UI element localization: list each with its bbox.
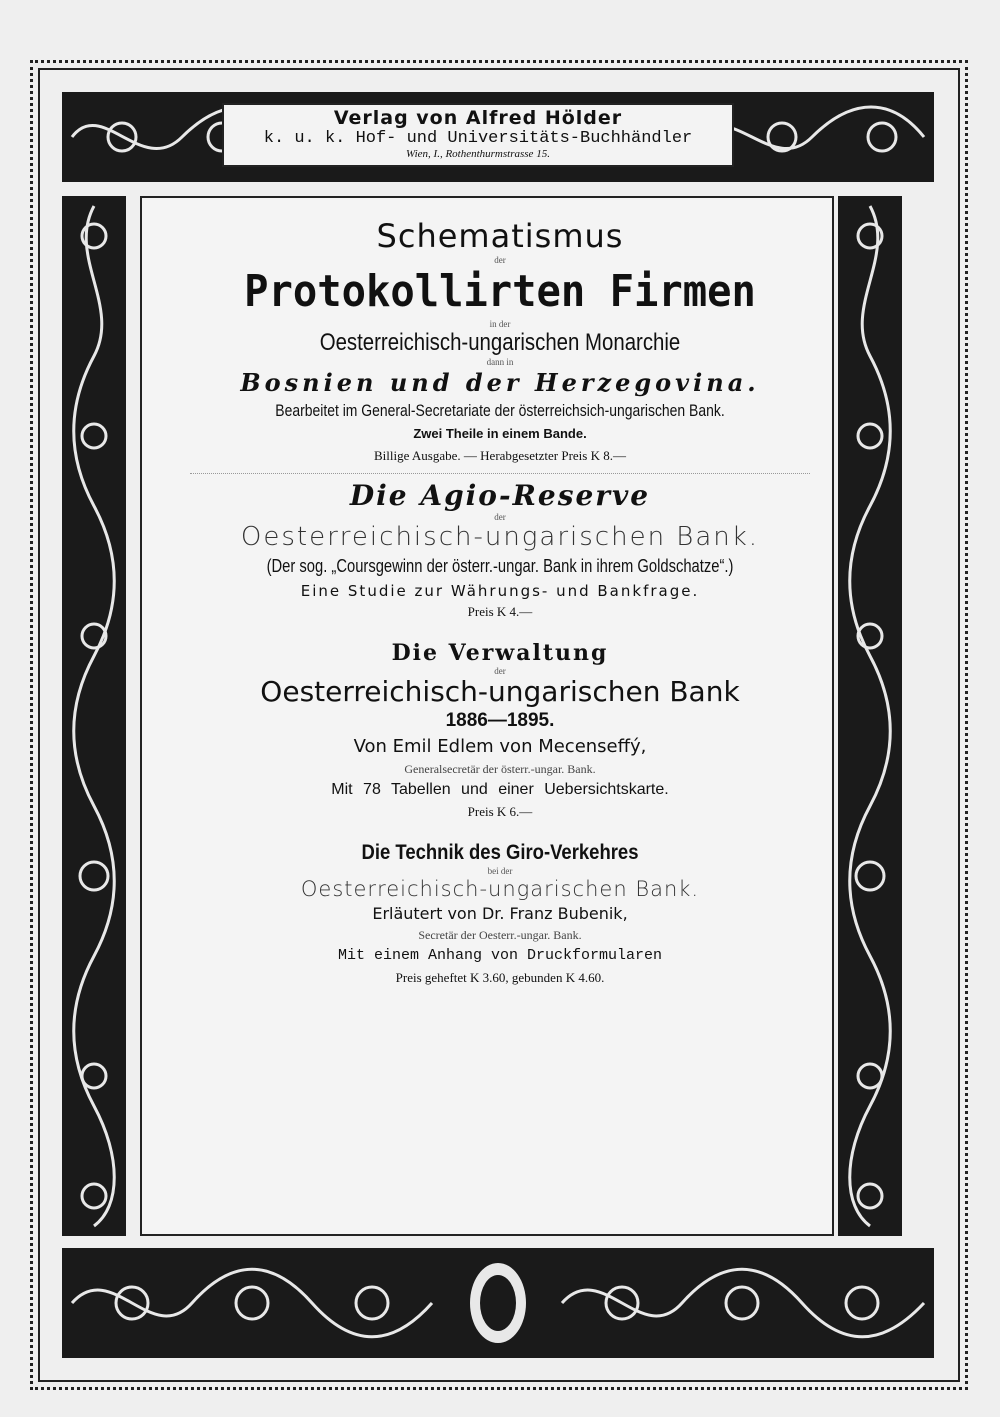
left-ornament-column [62, 196, 126, 1236]
book1-line1: Oesterreichisch-ungarischen Monarchie [319, 329, 681, 356]
publisher-name: Verlag von Alfred Hölder [333, 107, 623, 129]
book1-parts: Zwei Theile in einem Bande. [413, 426, 587, 441]
book2-bank: Oesterreichisch-ungarischen Bank. [240, 522, 760, 552]
book2-price: Preis K 4.— [467, 604, 533, 619]
book1-title2: Protokollirten Firmen [244, 266, 756, 317]
book1-price: Billige Ausgabe. — Herabgesetzter Preis K 8.— [374, 448, 626, 463]
publisher-title: k. u. k. Hof- und Universitäts-Buchhändler [263, 129, 693, 148]
book3-listing [140, 640, 860, 822]
book4-bank: Oesterreichisch-ungarischen Bank. [300, 877, 700, 901]
book2-listing [140, 480, 860, 622]
book2-title: Die Agio-Reserve [349, 479, 651, 512]
book1-in-der: in der [489, 319, 511, 329]
separator [190, 473, 810, 474]
book4-role: Secretär der Oesterr.-ungar. Bank. [418, 928, 582, 942]
book1-listing [140, 217, 860, 467]
book1-dann-in: dann in [486, 357, 514, 367]
book3-title: Die Verwaltung [391, 640, 609, 666]
book2-der: der [494, 512, 506, 522]
book3-tables: Mit 78 Tabellen und einer Uebersichtskarte. [331, 781, 669, 798]
publisher-address: Wien, I., Rothenthurmstrasse 15. [406, 148, 550, 160]
book3-years: 1886—1895. [445, 710, 555, 731]
book3-role: Generalsecretär der österr.-ungar. Bank. [404, 762, 596, 776]
publisher-header [222, 103, 734, 167]
book1-title1: Schematismus [376, 217, 624, 255]
book4-appendix: Mit einem Anhang von Druckformularen [337, 947, 663, 964]
book4-title: Die Technik des Giro-Verkehres [361, 841, 639, 864]
book3-bank: Oesterreichisch-ungarischen Bank [260, 675, 740, 708]
book2-subtitle: (Der sog. „Coursgewinn der österr.-ungar. Bank in ihrem Goldschatze“.) [266, 556, 734, 576]
book4-listing [140, 840, 860, 988]
book1-edited: Bearbeitet im General-Secretariate der österreichsich-ungarischen Bank. [275, 401, 725, 420]
book4-bei-der: bei der [487, 866, 513, 876]
book3-author: Von Emil Edlem von Mecenseffý, [353, 736, 647, 757]
book4-price: Preis geheftet K 3.60, gebunden K 4.60. [395, 970, 605, 985]
book4-author: Erläutert von Dr. Franz Bubenik, [372, 904, 628, 923]
book1-line2: Bosnien und der Herzegovina. [240, 368, 760, 397]
book2-study: Eine Studie zur Währungs- und Bankfrage. [300, 582, 700, 600]
book3-der: der [494, 666, 506, 676]
book1-der: der [494, 255, 506, 265]
book-listings [140, 195, 860, 988]
book3-price: Preis K 6.— [467, 804, 533, 819]
bottom-ornament-band [62, 1248, 934, 1358]
